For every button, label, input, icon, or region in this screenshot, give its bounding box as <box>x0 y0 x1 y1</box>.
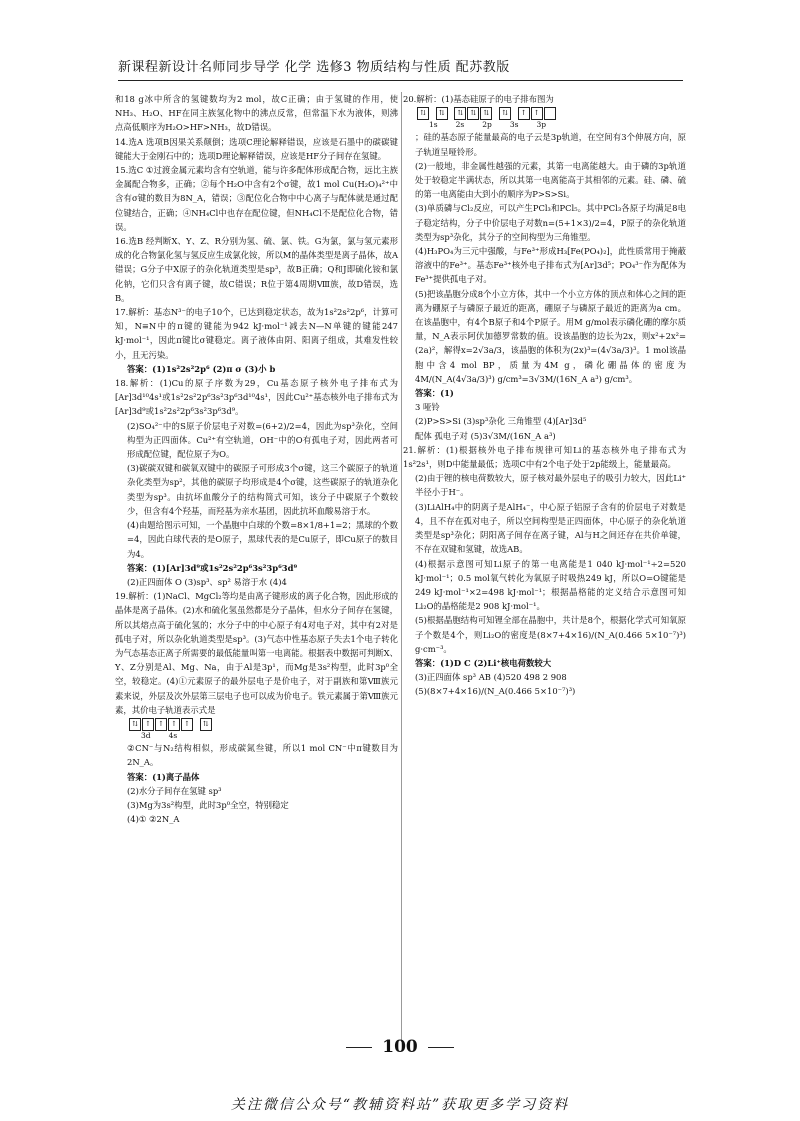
answer-line: 配体 孤电子对 (5)3√3M/(16N_A a³) <box>415 430 556 441</box>
paragraph: (2)由于锂的核电荷数较大，原子核对最外层电子的吸引力较大，因此Li⁺半径小于H⁻。 <box>415 473 686 498</box>
answer-line: (2)水分子间存在氢键 sp³ <box>127 785 222 796</box>
answer-line: (3)Mg为3s²构型，此时3p⁰全空，特别稳定 <box>127 799 289 810</box>
paragraph: 和18 g冰中所含的氢键数均为2 mol，故C正确；由于氢键的作用，使NH₃、H₂O、HF在同主族氢化物中的沸点反常，但常温下水为液体，则沸点高低顺序为H₂O>HF>NH₃，故D错误。 <box>115 94 398 133</box>
paragraph: 21.解析：(1)根据核外电子排布规律可知Li的基态核外电子排布式为1s²2s¹，则D中能量最低；选项C中有2个电子处于2p能级上，能量最高。 <box>403 444 686 470</box>
answer-line: 答案：(1)1s²2s²2p⁶ (2)π σ (3)小 b <box>127 363 276 374</box>
page-header: 新课程新设计名师同步导学 化学 选修3 物质结构与性质 配苏教版 <box>118 60 510 75</box>
orbital-label: 3d <box>141 731 151 741</box>
answer-line: 答案：(1)[Ar]3d⁹或1s²2s²2p⁶3s²3p⁶3d⁹ <box>127 562 298 573</box>
answer-line: 答案：(1) <box>415 388 454 399</box>
column-divider <box>401 92 402 1042</box>
paragraph: (5)根据晶胞结构可知锂全部在晶胞中，共计是8个，根据化学式可知氧原子个数是4个，则Li₂O的密度是(8×7+4×16)/(N_A(0.466 5×10⁻⁷)³) g·cm⁻³。 <box>415 615 686 654</box>
orbital-label: 2p <box>482 120 492 130</box>
paragraph: 15.选C ①过渡金属元素均含有空轨道，能与许多配体形成配合物，远比主族金属配合物多，正确；②每个H₂O中含有2个σ键，故1 mol Cu(H₂O)₄²⁺中含有σ键的数目为8N_A，错误；③配位化合物中中心离子与配体就是通过配位键结合，正确；④NH₄Cl中也存在配位键，但NH₄Cl不是配位化合物，错误。 <box>115 165 398 232</box>
fe-orbital-diagram <box>115 717 398 741</box>
orbital-label: 1s <box>429 120 438 130</box>
paragraph: (4)根据示意图可知Li原子的第一电离能是1 040 kJ·mol⁻¹÷2=520 kJ·mol⁻¹；0.5 mol氧气转化为氧原子时吸热249 kJ，所以O=O键能是249 kJ·mol⁻¹×2=498 kJ·mol⁻¹；根据晶格能的定义结合示意图可知Li₂O的晶格能是2 908 kJ·mol⁻¹。 <box>415 558 686 612</box>
orbital-boxes-3d: ⇅ ↑ ↑ ↑ ↑ <box>129 718 193 731</box>
paragraph: 20.解析：(1)基态硅原子的电子排布图为 <box>403 94 554 104</box>
paragraph: (3)单质磷与Cl₂反应，可以产生PCl₃和PCl₅。其中PCl₃各原子均满足8电子稳定结构，分子中价层电子对数n=(5+1×3)/2=4，P原子的杂化轨道类型为sp³杂化，其分子的空间构型为三角锥型。 <box>415 203 686 242</box>
paragraph: 16.选B 经判断X、Y、Z、R分别为氢、硫、氯、铁。G为氯，氯与氢元素形成的化合物氯化氢与氢反应生成氯化铵，所以M的晶体类型是离子晶体，故A错误；G分子中X原子的杂化轨道类型是sp³，故B正确；Q和J即硫化铵和氯化钠，它们只含有离子键，故C错误；R位于第4周期Ⅷ族，故D错误，选B。 <box>115 236 398 303</box>
orbital-boxes-4s: ⇅ <box>200 718 212 731</box>
footer-note: 关注微信公众号“教辅资料站”获取更多学习资料 <box>230 1097 570 1113</box>
answer-line: (4)① ②2N_A <box>127 814 180 825</box>
paragraph: ；硅的基态原子能量最高的电子云是3p轨道，在空间有3个伸展方向，原子轨道呈哑铃形。 <box>415 132 686 157</box>
paragraph: (3)LiAlH₄中的阴离子是AlH₄⁻，中心原子铝原子含有的价层电子对数是4，且不存在孤对电子，所以空间构型是正四面体，中心原子的杂化轨道类型是sp³杂化；阴阳离子间存在离子键，Al与H之间还存在共价单键，不存在双键和氢键，故选AB。 <box>415 501 686 555</box>
paragraph: (5)把该晶胞分成8个小立方体，其中一个小立方体的顶点和体心之间的距离为硼原子与磷原子最近的距离，硼原子与磷原子最近的距离为a cm。在该晶胞中，有4个B原子和4个P原子。用M g/mol表示磷化硼的摩尔质量，N_A表示阿伏加德罗常数的值。设该晶胞的边长为2x，则x²+2x²=(2a)²，解得x=2√3a/3，该晶胞的体积为(2x)³=(4√3a/3)³。1 mol该晶胞中含4 mol BP，质量为4M g，磷化硼晶体的密度为4M/(N_A(4√3a/3)³) g/cm³=3√3M/(16N_A a³) g/cm³。 <box>415 288 686 384</box>
paragraph: (3)碳碳双键和碳氧双键中的碳原子可形成3个σ键，这三个碳原子的轨道杂化类型为sp²，其他的碳原子均形成是4个σ键，这些碳原子的轨道杂化类型为sp³。由抗坏血酸分子的结构简式可知，该分子中碳原子个数较少，但含有4个羟基，而羟基为亲水基团，因此抗坏血酸易溶于水。 <box>127 463 398 516</box>
si-orbital-diagram: ⇅ ⇅ ⇅ ⇅ ⇅ ⇅ ↑ ↑ 1s 2s 2p 3s 3p <box>403 106 686 130</box>
header-rule <box>118 80 683 81</box>
paragraph: (2)SO₄²⁻中的S原子价层电子对数=(6+2)/2=4，因此为sp³杂化，空间构型为正四面体。Cu²⁺有空轨道，OH⁻中的O有孤电子对，因此两者可形成配位键，配位原子为O。 <box>127 420 398 460</box>
answer-line: 答案：(1)离子晶体 <box>127 771 200 782</box>
paragraph: 19.解析：(1)NaCl、MgCl₂等均是由离子键形成的离子化合物，因此形成的晶体是离子晶体。(2)水和硫化氢虽然都是分子晶体，但水分子间存在氢键，所以其熔点高于硫化氢的；水分子中的中心原子有4对电子对，其中有2对是孤电子对，所以杂化轨道类型是sp³。(3)气态中性基态原子失去1个电子转化为气态基态正离子所需要的最低能量叫第一电离能。根据表中数据可判断X、Y、Z分别是Al、Mg、Na，由于Al是3p¹，而Mg是3s²构型，此时3p⁰全空，较稳定。(4)①元素原子的最外层电子是价电子，对于副族和第Ⅷ族元素来说，外层及次外层第三层电子也可以成为价电子。铁元素属于第Ⅷ族元素，其价电子轨道表示式是 <box>115 591 398 715</box>
answer-line: (2)P>S>Si (3)sp³杂化 三角锥型 (4)[Ar]3d⁵ <box>415 416 587 427</box>
paragraph: 18.解析：(1)Cu的原子序数为29，Cu基态原子核外电子排布式为[Ar]3d¹⁰4s¹或1s²2s²2p⁶3s²3p⁶3d¹⁰4s¹，因此Cu²⁺基态核外电子排布式为[Ar]3d⁹或1s²2s²2p⁶3s²3p⁶3d⁹。 <box>115 378 398 417</box>
paragraph: ②CN⁻与N₂结构相似，形成碳氮叁键，所以1 mol CN⁻中π键数目为2N_A。 <box>127 743 398 768</box>
orbital-label: 4s <box>168 731 178 741</box>
paragraph: (4)H₃PO₄为三元中强酸，与Fe³⁺形成H₃[Fe(PO₄)₂]，此性质常用于掩蔽溶液中的Fe³⁺。基态Fe³⁺核外电子排布式为[Ar]3d⁵；PO₄³⁻作为配体为Fe³⁺提供孤电子对。 <box>415 246 686 285</box>
paragraph: (2)一般地，非金属性越强的元素，其第一电离能越大。由于磷的3p轨道处于较稳定半满状态，所以其第一电离能高于其相邻的元素。硅、磷、硫的第一电离能由大到小的顺序为P>S>Si。 <box>415 160 686 200</box>
orbital-label: 3s <box>509 120 519 130</box>
right-column <box>403 92 686 699</box>
paragraph: 14.选A 选项B因果关系颠倒；选项C理论解释错误，应该是石墨中的碳碳键键能大于金刚石中的；选项D理论解释错误，应该是HF分子间存在氢键。 <box>115 136 398 161</box>
orbital-label: 3p <box>536 120 547 130</box>
paragraph: (4)由题给图示可知，一个晶胞中白球的个数=8×1/8+1=2；黑球的个数=4，因此白球代表的是O原子，黑球代表的是Cu原子，即Cu原子的数目为4。 <box>127 520 398 559</box>
page-number: 100 <box>0 1037 800 1057</box>
answer-line: 答案：(1)D C (2)Li⁺核电荷数较大 <box>415 657 552 668</box>
answer-line: 3 哑铃 <box>415 402 440 413</box>
left-column <box>115 92 398 826</box>
answer-line: (3)正四面体 sp³ AB (4)520 498 2 908 <box>415 672 567 683</box>
orbital-label: 2s <box>455 120 465 130</box>
answer-line: (2)正四面体 O (3)sp³、sp² 易溶于水 (4)4 <box>127 576 287 587</box>
answer-line: (5)(8×7+4×16)/(N_A(0.466 5×10⁻⁷)³) <box>415 686 576 697</box>
paragraph: 17.解析：基态N³⁻的电子10个，已达到稳定状态，故为1s²2s²2p⁶，计算可知，N≡N中的π键的键能为942 kJ·mol⁻¹减去N—N单键的键能247 kJ·mol⁻¹，因此π键比σ键稳定。离子液体由阴、阳离子组成，其难发性较小，且无污染。 <box>115 307 398 360</box>
